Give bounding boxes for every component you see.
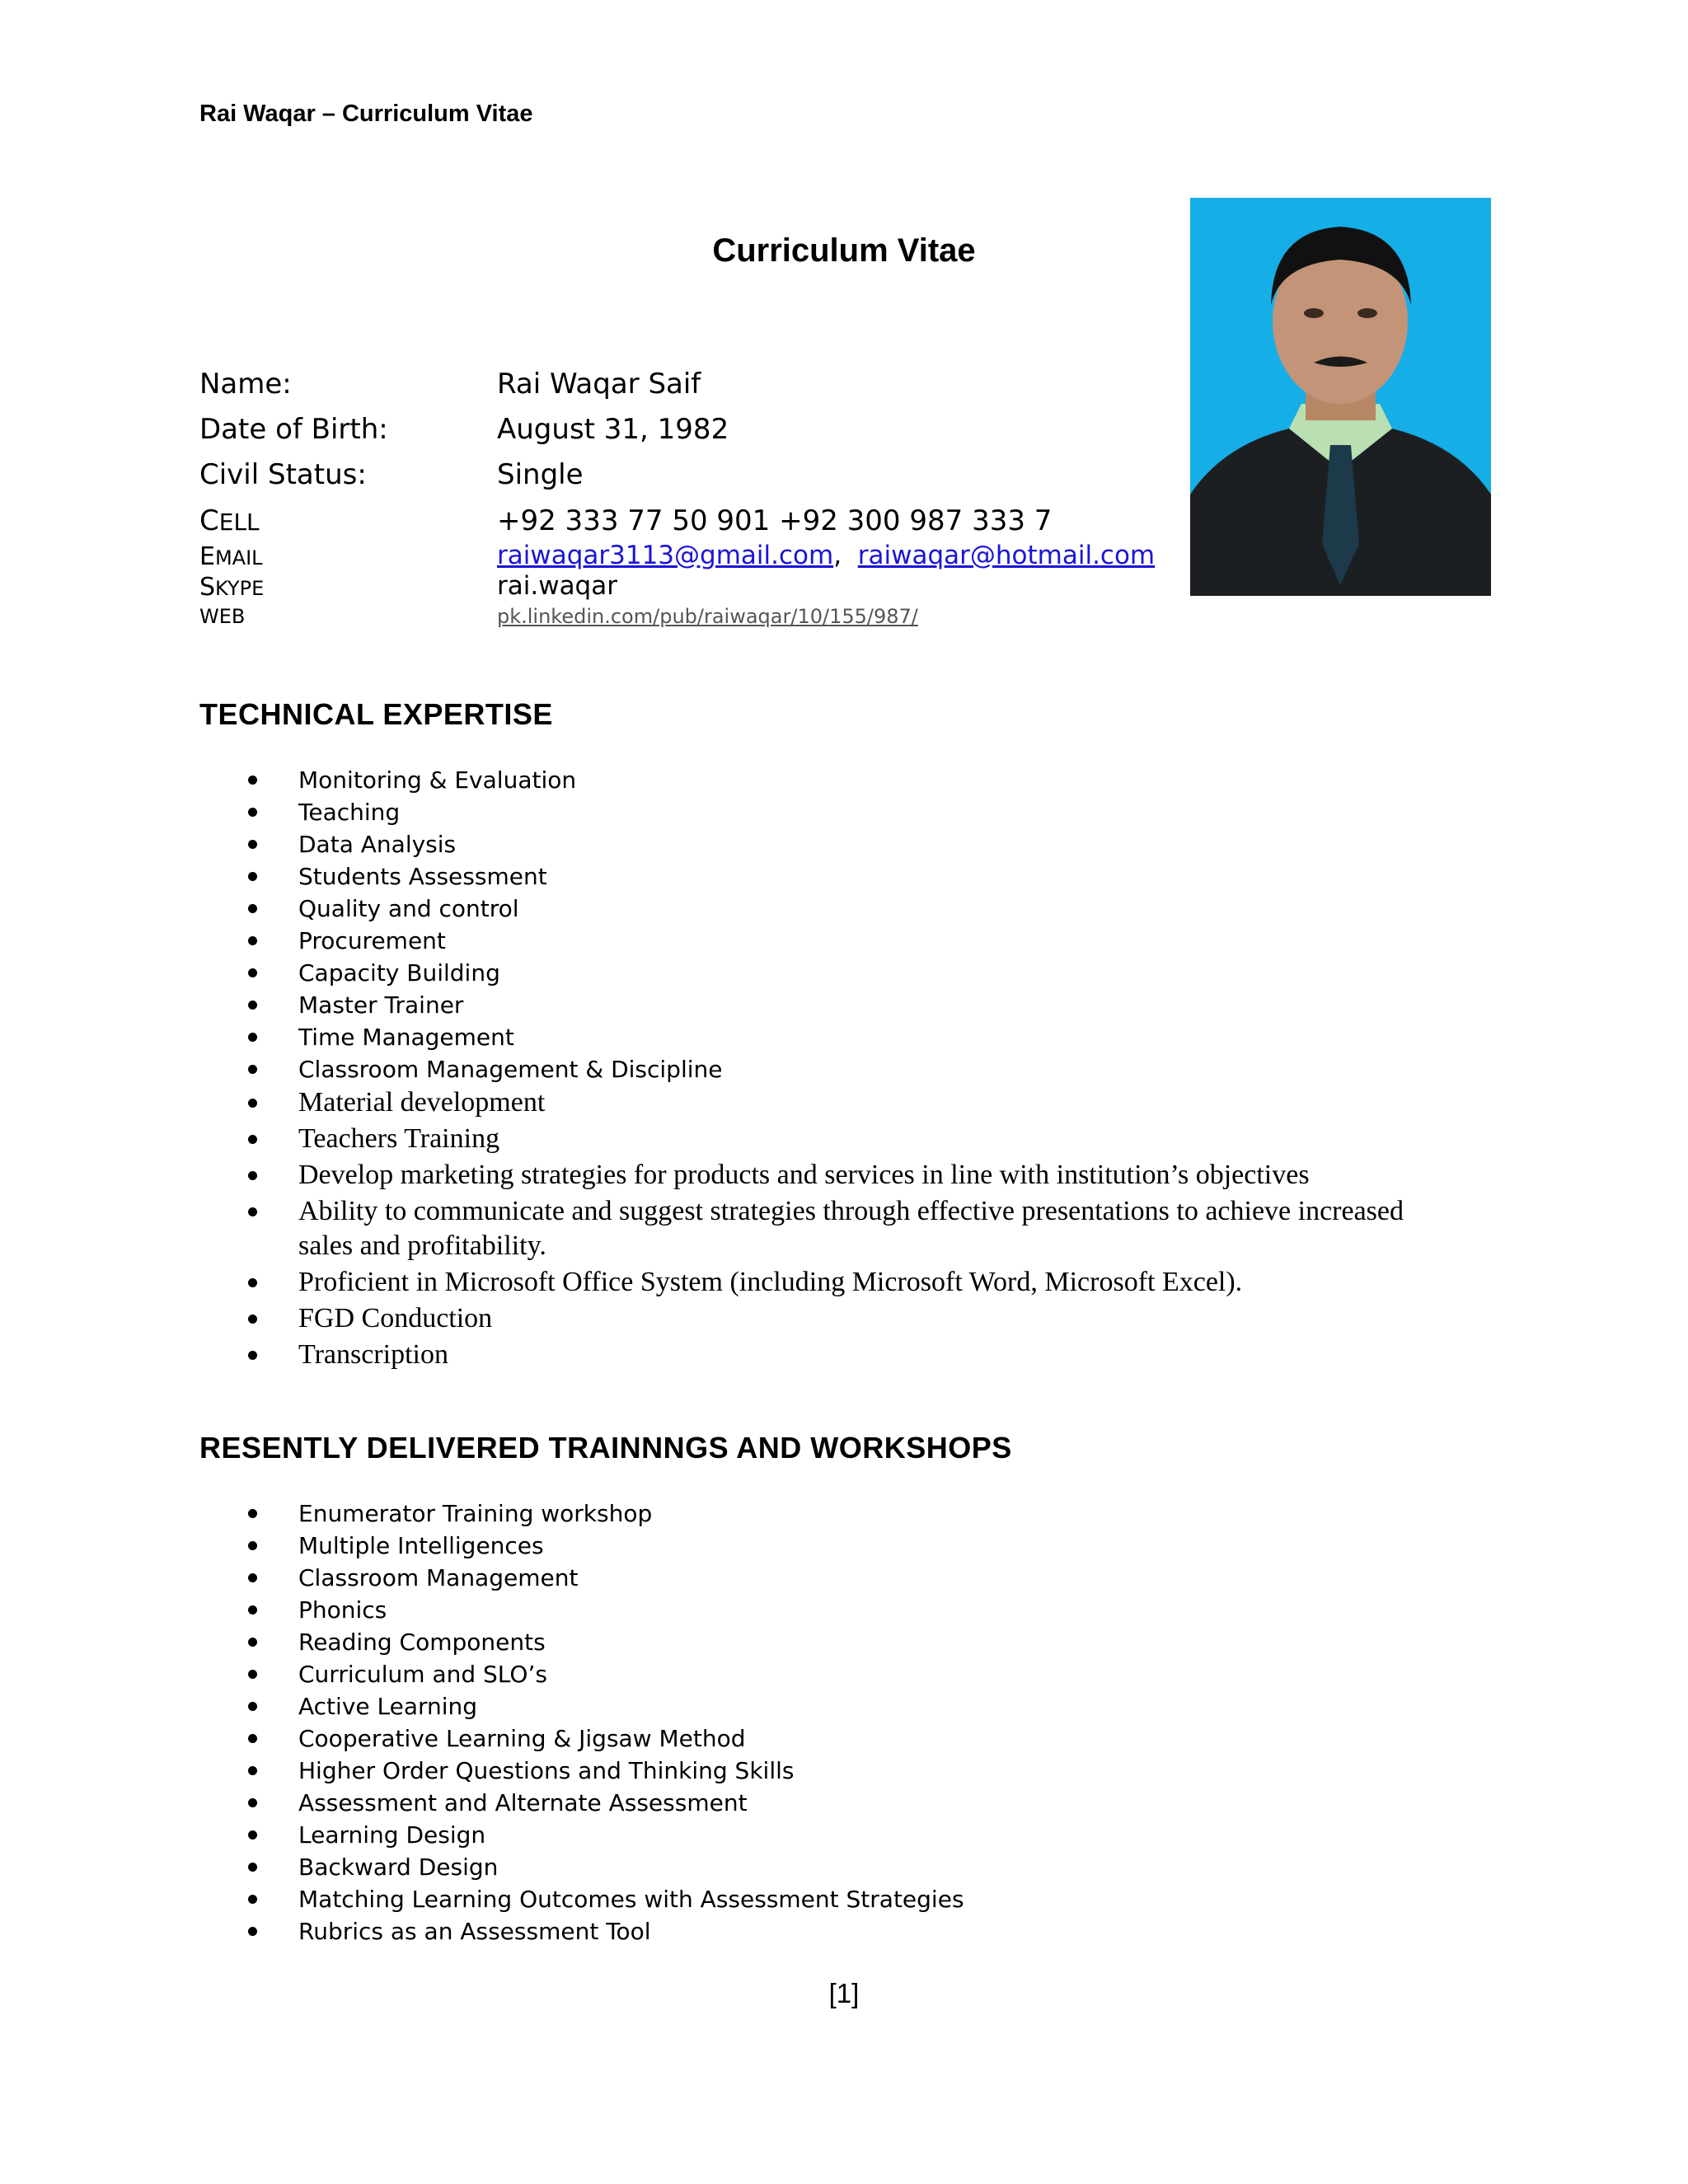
list-item: Time Management [0,1021,1452,1053]
portrait-illustration [1190,198,1491,596]
civil-status-label: Civil Status: [199,458,367,491]
technical-expertise-heading: TECHNICAL EXPERTISE [199,697,553,731]
email-label: EMAIL [199,542,263,571]
running-header: Rai Waqar – Curriculum Vitae [199,101,533,127]
list-item: Ability to communicate and suggest strategies through effective presentations to achieve increased sales and profitability. [0,1194,1452,1263]
document-title: Curriculum Vitae [712,232,976,269]
list-item: Classroom Management & Discipline [0,1053,1452,1085]
bullet-icon [248,1766,257,1775]
list-item: Cooperative Learning & Jigsaw Method [0,1722,1452,1755]
profile-photo [1190,198,1491,596]
dob-value: August 31, 1982 [497,413,729,446]
list-item: Proficient in Microsoft Office System (including Microsoft Word, Microsoft Excel). [0,1265,1452,1300]
bullet-icon [248,1065,257,1074]
dob-label: Date of Birth: [199,413,388,446]
bullet-icon [248,1099,257,1108]
list-item: Procurement [0,925,1452,957]
bullet-icon [248,1541,257,1550]
email-link-gmail[interactable]: raiwaqar3113@gmail.com [497,541,834,570]
bullet-icon [248,904,257,913]
bullet-icon [248,808,257,817]
web-label: WEB [199,605,246,628]
bullet-icon [248,1830,257,1840]
bullet-icon [248,1670,257,1679]
bullet-icon [248,1135,257,1144]
skype-label: SKYPE [199,573,265,602]
list-item: Matching Learning Outcomes with Assessment Strategies [0,1883,1452,1915]
list-item: Data Analysis [0,828,1452,860]
list-item: Active Learning [0,1690,1452,1722]
list-item: Students Assessment [0,860,1452,893]
bullet-icon [248,1605,257,1615]
list-item: Learning Design [0,1819,1452,1851]
name-value: Rai Waqar Saif [497,368,701,401]
list-item: Teachers Training [0,1122,1452,1156]
list-item: Assessment and Alternate Assessment [0,1787,1452,1819]
list-item: Phonics [0,1594,1452,1626]
name-label: Name: [199,368,292,401]
list-item: Develop marketing strategies for products and services in line with institution’s objectives [0,1158,1452,1193]
email-values: raiwaqar3113@gmail.com, raiwaqar@hotmail.com [497,541,1156,570]
bullet-icon [248,1573,257,1582]
bullet-icon [248,1171,257,1180]
list-item: Master Trainer [0,989,1452,1021]
bullet-icon [248,776,257,785]
list-item: Quality and control [0,893,1452,925]
list-item: Enumerator Training workshop [0,1497,1452,1530]
cell-label: CELL [199,504,260,537]
list-item: Reading Components [0,1626,1452,1658]
list-item: Curriculum and SLO’s [0,1658,1452,1690]
list-item: Monitoring & Evaluation [0,764,1452,796]
list-item: Teaching [0,796,1452,828]
bullet-icon [248,1927,257,1936]
bullet-icon [248,1798,257,1807]
web-link[interactable]: pk.linkedin.com/pub/raiwaqar/10/155/987/ [497,605,918,628]
list-item: FGD Conduction [0,1301,1452,1336]
bullet-icon [248,1001,257,1010]
trainings-heading: RESENTLY DELIVERED TRAINNNGS AND WORKSHOPS [199,1431,1012,1465]
civil-status-value: Single [497,458,584,491]
bullet-icon [248,968,257,977]
list-item: Transcription [0,1338,1452,1372]
list-item: Multiple Intelligences [0,1530,1452,1562]
bullet-icon [248,1702,257,1711]
technical-expertise-list [0,764,1688,1374]
list-item: Rubrics as an Assessment Tool [0,1915,1452,1947]
list-item: Higher Order Questions and Thinking Skills [0,1755,1452,1787]
list-item: Material development [0,1085,1452,1120]
bullet-icon [248,1895,257,1904]
bullet-icon [248,936,257,945]
bullet-icon [248,872,257,881]
list-item: Classroom Management [0,1562,1452,1594]
trainings-list [0,1497,1688,1947]
skype-value: rai.waqar [497,571,617,601]
bullet-icon [248,1207,257,1216]
bullet-icon [248,1734,257,1743]
bullet-icon [248,840,257,849]
bullet-icon [248,1315,257,1324]
bullet-icon [248,1278,257,1287]
bullet-icon [248,1351,257,1360]
list-item: Capacity Building [0,957,1452,989]
bullet-icon [248,1638,257,1647]
bullet-icon [248,1509,257,1518]
email-link-hotmail[interactable]: raiwaqar@hotmail.com [857,541,1156,570]
cell-value: +92 333 77 50 901 +92 300 987 333 7 [497,504,1053,537]
list-item: Backward Design [0,1851,1452,1883]
page-number: [1] [828,1978,860,2008]
bullet-icon [248,1033,257,1042]
bullet-icon [248,1863,257,1872]
